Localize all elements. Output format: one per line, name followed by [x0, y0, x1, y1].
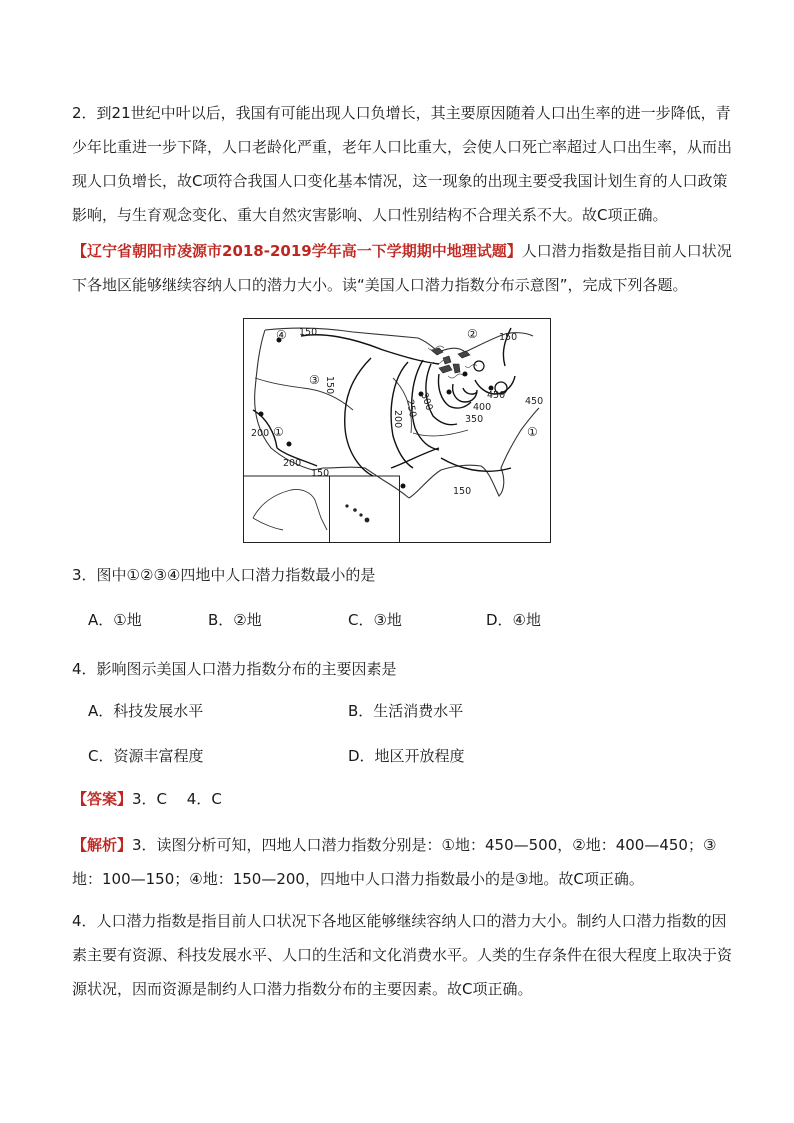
question-3-stem: 3．图中①②③④四地中人口潜力指数最小的是: [72, 566, 376, 584]
isoline-label: 150: [324, 376, 335, 395]
q3-option-c[interactable]: C．③地: [348, 611, 402, 629]
analysis-3: [72, 828, 732, 896]
q4-option-b[interactable]: B．生活消费水平: [348, 702, 464, 720]
q3-option-d[interactable]: D．④地: [486, 611, 541, 629]
isoline-label: 200: [283, 458, 302, 469]
q4-option-a[interactable]: A．科技发展水平: [88, 702, 204, 720]
isoline-label: 150: [453, 486, 472, 497]
location-marker-4: ④: [276, 328, 287, 342]
isoline-label: 150: [499, 332, 518, 343]
analysis-tag: 【解析】: [72, 836, 133, 854]
isoline-label: 150: [299, 327, 318, 338]
isoline-label: 350: [465, 414, 484, 425]
analysis-4: 4．人口潜力指数是指目前人口状况下各地区能够继续容纳人口的潜力大小。制约人口潜力指数的因素主要有资源、科技发展水平、人口的生活和文化消费水平。人类的生存条件在很大程度上取决于资源状况，因而资源是制约人口潜力指数分布的主要因素。故C项正确。: [72, 912, 733, 998]
location-marker-2: ②: [467, 327, 478, 341]
isoline-label: 200: [251, 428, 270, 439]
source-citation: 【辽宁省朝阳市凌源市2018-2019学年高一下学期期中地理试题】: [72, 242, 522, 260]
question-4-stem: 4．影响图示美国人口潜力指数分布的主要因素是: [72, 660, 397, 678]
location-marker-1: ①: [273, 425, 284, 439]
isoline-label: 450: [487, 390, 506, 401]
q4-option-d[interactable]: D．地区开放程度: [348, 747, 465, 765]
intro-text: 人口潜力指数是指目前人口状况下各地区能够继续容纳人口的潜力大小。读“美国人口潜力指数分布示意图”，完成下列各题。: [72, 242, 732, 294]
isoline-label: 200: [392, 410, 403, 429]
isoline-label: 400: [473, 402, 492, 413]
isoline-label: 250: [404, 398, 419, 419]
answer-line: [72, 782, 732, 816]
isoline-label: 150: [311, 468, 330, 479]
location-marker-3: ③: [309, 373, 320, 387]
location-marker-1-east: ①: [527, 425, 538, 439]
q3-option-b[interactable]: B．②地: [208, 611, 262, 629]
q4-option-c[interactable]: C．资源丰富程度: [88, 747, 204, 765]
previous-explanation: 2．到21世纪中叶以后，我国有可能出现人口负增长，其主要原因随着人口出生率的进一步降低，青少年比重进一步下降，人口老龄化严重，老年人口比重大，会使人口死亡率超过人口出生率，从而出现人口负增长，故C项符合我国人口变化基本情况，这一现象的出现主要受我国计划生育的人口政策影响，与生育观念变化、重大自然灾害影响、人口性别结构不合理关系不大。故C项正确。: [72, 104, 733, 224]
answer-tag: 【答案】: [72, 790, 133, 808]
answer-text: 3．C 4．C: [132, 790, 222, 808]
isoline-label: 450: [525, 396, 544, 407]
isoline-label: 300: [418, 391, 435, 413]
analysis-3-text: 3．读图分析可知，四地人口潜力指数分别是：①地：450—500，②地：400—450；③地：100—150；④地：150—200，四地中人口潜力指数最小的是③地。故C项正确。: [72, 836, 717, 888]
question-group-intro: [72, 234, 732, 302]
us-population-potential-map: [243, 318, 551, 543]
q3-option-a[interactable]: A．①地: [88, 611, 142, 629]
